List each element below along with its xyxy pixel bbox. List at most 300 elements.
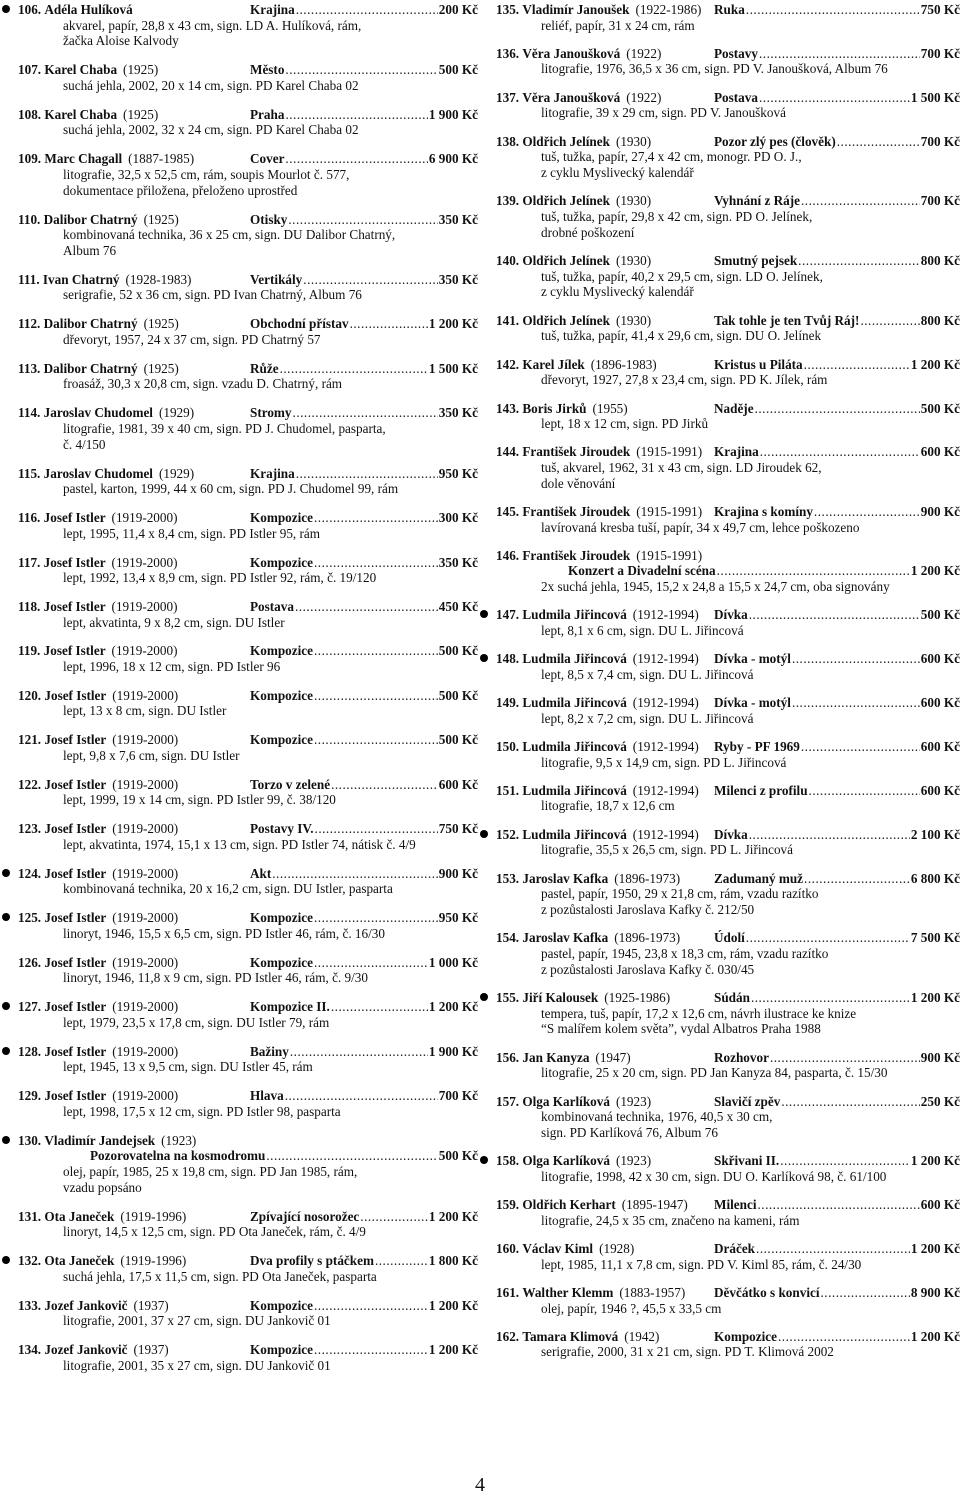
artwork-title: Postavy [714, 45, 758, 61]
artist-years: (1919-2000) [112, 910, 179, 926]
description-line: litografie, 1998, 42 x 30 cm, sign. DU O. Karlíková 98, č. 61/100 [541, 1168, 887, 1184]
lot-number: 121. [18, 732, 42, 748]
artist-name: Marc Chagall [44, 151, 123, 167]
artwork-title: Rozhovor [714, 1049, 769, 1065]
catalog-entry [478, 695, 960, 726]
artist-years: (1919-2000) [111, 510, 178, 526]
leader-dots [860, 313, 919, 329]
description-line: litografie, 1976, 36,5 x 36 cm, sign. PD V. Janoušková, Album 76 [541, 61, 888, 77]
entry-heading [18, 151, 478, 167]
artist-name: Jan Kanyza [522, 1049, 590, 1065]
lot-number: 116. [18, 510, 41, 526]
description-line: lept, 13 x 8 cm, sign. DU Istler [63, 703, 227, 719]
artist-years: (1919-2000) [112, 1088, 179, 1104]
artist-name: Karel Chaba [44, 106, 118, 122]
artist-block [18, 62, 250, 78]
price: 500 Kč [438, 1148, 478, 1164]
description-line: linoryt, 14,5 x 12,5 cm, sign. PD Ota Janeček, rám, č. 4/9 [63, 1224, 366, 1240]
catalog-entry [0, 1088, 478, 1119]
artist-years: (1919-2000) [112, 865, 179, 881]
lot-number: 115. [18, 465, 41, 481]
artist-years: (1925-1986) [604, 990, 671, 1006]
artist-name: Ludmila Jiřincová [522, 782, 627, 798]
lot-number: 157. [496, 1093, 520, 1109]
lot-number: 113. [18, 360, 41, 376]
artist-name: Olga Karlíková [522, 1093, 610, 1109]
entry-heading [18, 1133, 478, 1149]
artist-name: Boris Jirků [522, 400, 587, 416]
description-line: lept, 1992, 13,4 x 8,9 cm, sign. PD Istler 92, rám, č. 19/120 [63, 570, 377, 586]
artist-block [496, 1241, 714, 1257]
description-line: tuš, tužka, papír, 40,2 x 29,5 cm, sign. LD O. Jelínek, [541, 268, 823, 284]
artist-years: (1912-1994) [632, 782, 699, 798]
artist-block [18, 866, 250, 882]
price: 1 000 Kč [428, 954, 478, 970]
artist-name: Jaroslav Kafka [522, 930, 609, 946]
artist-years: (1919-2000) [112, 1043, 179, 1059]
artist-name: Ivan Chatrný [42, 271, 120, 287]
bullet-icon [480, 993, 488, 1001]
lot-number: 156. [496, 1049, 520, 1065]
artwork-title: Údolí [714, 930, 745, 946]
artist-years: (1896-1973) [614, 870, 681, 886]
description-line: litografie, 35,5 x 26,5 cm, sign. PD L. Jiřincová [541, 842, 793, 858]
artwork-title: Krajina [714, 444, 759, 460]
bullet-icon [2, 5, 10, 13]
artwork-title: Pozor zlý pes (člověk) [714, 133, 836, 149]
catalog-entry [478, 90, 960, 121]
artist-name: Dalibor Chatrný [43, 360, 138, 376]
lot-number: 145. [496, 504, 520, 520]
artist-block [18, 212, 250, 228]
artist-name: Josef Istler [43, 599, 106, 614]
entry-heading [496, 1285, 960, 1301]
description-line: lept, 8,2 x 7,2 cm, sign. DU L. Jiřincová [541, 710, 754, 726]
artist-years: (1915-1991) [636, 444, 703, 460]
artist-years: (1919-2000) [112, 776, 179, 792]
artwork-title: Cover [250, 151, 285, 167]
catalog-entry [478, 783, 960, 814]
catalog-entry [478, 134, 960, 181]
description-line: dřevoryt, 1957, 24 x 37 cm, sign. PD Chatrný 57 [63, 331, 321, 347]
artwork-title: Slavičí zpěv [714, 1093, 781, 1109]
leader-dots [314, 555, 438, 571]
entry-heading [496, 357, 960, 373]
artist-years: (1896-1983) [590, 356, 657, 372]
leader-dots [285, 62, 437, 78]
leader-dots [295, 599, 438, 615]
artist-years: (1930) [615, 312, 652, 328]
bullet-icon [2, 1136, 10, 1144]
artist-name: Ludmila Jiřincová [522, 695, 627, 711]
artwork-title: Kompozice [250, 510, 313, 526]
artist-years: (1883-1957) [619, 1285, 686, 1301]
bullet-icon [480, 830, 488, 838]
description-line: vzadu popsáno [63, 1179, 142, 1195]
artist-block [496, 253, 714, 269]
entry-heading [18, 643, 478, 659]
artist-block [18, 555, 250, 571]
description-line: lavírovaná kresba tuší, papír, 34 x 49,7 cm, lehce poškozeno [541, 519, 860, 535]
leader-dots [801, 193, 920, 209]
catalog-entry [0, 316, 478, 347]
artist-block [496, 1050, 714, 1066]
artist-block [496, 930, 714, 946]
lot-number: 152. [496, 826, 520, 842]
artist-name: Ludmila Jiřincová [522, 607, 627, 623]
artist-block [18, 643, 250, 659]
price: 600 Kč [920, 695, 960, 711]
description-line: suchá jehla, 2002, 32 x 24 cm, sign. PD Karel Chaba 02 [63, 122, 359, 138]
artwork-title: Obchodní přístav [250, 316, 349, 332]
artwork-title: Kompozice [250, 910, 313, 926]
artist-years: (1928) [599, 1241, 635, 1257]
artist-block [496, 1153, 714, 1169]
artist-block [18, 955, 250, 971]
entry-heading [18, 272, 478, 288]
artist-block [18, 999, 250, 1015]
entry-heading [18, 510, 478, 526]
lot-number: 135. [496, 2, 520, 17]
artist-years: (1919-2000) [111, 599, 178, 614]
artist-years: (1915-1991) [636, 547, 703, 563]
artist-name: Adéla Hulíková [44, 2, 133, 17]
leader-dots [296, 466, 438, 482]
entry-title-line [496, 563, 960, 579]
artist-years: (1912-1994) [632, 695, 699, 711]
description-line: litografie, 24,5 x 35 cm, značeno na kameni, rám [541, 1212, 800, 1228]
bullet-icon [2, 1002, 10, 1010]
artist-block [496, 401, 714, 417]
description-line: litografie, 39 x 29 cm, sign. PD V. Janoušková [541, 105, 786, 121]
lot-number: 160. [496, 1241, 520, 1257]
artist-name: Jozef Jankovič [44, 1342, 128, 1358]
lot-number: 127. [18, 999, 42, 1015]
bullet-icon [480, 610, 488, 618]
entry-heading [496, 401, 960, 417]
artwork-title: Konzert a Divadelní scéna [568, 563, 716, 579]
price: 300 Kč [438, 510, 478, 526]
leader-dots [296, 2, 438, 18]
artist-block [496, 357, 714, 373]
price: 1 500 Kč [428, 360, 478, 376]
catalog-entry [0, 1209, 478, 1240]
lot-number: 134. [18, 1342, 42, 1358]
artist-name: František Jiroudek [522, 504, 631, 520]
artist-block [18, 599, 250, 615]
catalog-entry [0, 955, 478, 986]
artist-block [18, 777, 250, 793]
artwork-title: Dívka - motýl [714, 695, 791, 711]
entry-heading [18, 955, 478, 971]
price: 500 Kč [438, 643, 478, 659]
price: 500 Kč [920, 400, 960, 416]
description-line: tuš, akvarel, 1962, 31 x 43 cm, sign. LD Jiroudek 62, [541, 459, 822, 475]
leader-dots [266, 1148, 437, 1164]
artist-block [496, 990, 714, 1006]
description-line: pastel, karton, 1999, 44 x 60 cm, sign. PD J. Chudomel 99, rám [63, 481, 399, 497]
description-line: linoryt, 1946, 15,5 x 6,5 cm, sign. PD Istler 46, rám, č. 16/30 [63, 925, 385, 941]
artist-block [496, 90, 714, 106]
artist-block [496, 548, 714, 564]
price: 1 200 Kč [428, 999, 478, 1015]
price: 700 Kč [438, 1088, 478, 1104]
artist-years: (1930) [615, 133, 652, 149]
entry-heading [496, 871, 960, 887]
catalog-entry [0, 1253, 478, 1284]
price: 1 200 Kč [428, 1342, 478, 1358]
description-line: pastel, papír, 1950, 29 x 21,8 cm, rám, vzadu razítko [541, 886, 819, 902]
entry-heading [18, 1298, 478, 1314]
catalog-entry [478, 827, 960, 858]
lot-number: 117. [18, 554, 41, 570]
lot-number: 158. [496, 1153, 520, 1169]
catalog-entry [478, 1241, 960, 1272]
artist-years: (1925) [123, 62, 159, 78]
artist-name: Josef Istler [43, 510, 106, 526]
description-line: dřevoryt, 1927, 27,8 x 23,4 cm, sign. PD K. Jílek, rám [541, 372, 828, 388]
artwork-title: Kompozice [250, 554, 313, 570]
artist-block [18, 405, 250, 421]
description-line: serigrafie, 52 x 36 cm, sign. PD Ivan Chatrný, Album 76 [63, 287, 362, 303]
artist-name: Věra Janoušková [522, 45, 621, 61]
catalog-entry [478, 990, 960, 1037]
description-line: litografie, 25 x 20 cm, sign. PD Jan Kanyza 84, pasparta, č. 15/30 [541, 1065, 888, 1081]
lot-number: 118. [18, 599, 41, 614]
artwork-title: Vyhnání z Ráje [714, 193, 800, 209]
description-line: č. 4/150 [63, 436, 106, 452]
leader-dots [749, 607, 920, 623]
lot-number: 138. [496, 133, 520, 149]
artist-years: (1930) [615, 253, 652, 269]
price: 250 Kč [920, 1093, 960, 1109]
bullet-icon [2, 1256, 10, 1264]
entry-heading [496, 313, 960, 329]
price: 900 Kč [438, 865, 478, 881]
entry-heading [18, 361, 478, 377]
artwork-title: Krajina s komíny [714, 504, 813, 520]
catalog-entry [0, 62, 478, 93]
price: 700 Kč [920, 133, 960, 149]
lot-number: 106. [18, 2, 42, 17]
artist-block [18, 361, 250, 377]
catalog-entry [0, 777, 478, 808]
artwork-title: Ruka [714, 2, 745, 17]
entry-heading [496, 90, 960, 106]
lot-number: 149. [496, 695, 520, 711]
description-line: lept, 1985, 11,1 x 7,8 cm, sign. PD V. Kiml 85, rám, č. 24/30 [541, 1256, 862, 1272]
artist-name: Vladimír Janoušek [522, 2, 630, 17]
artist-block [18, 151, 250, 167]
leader-dots [314, 1298, 428, 1314]
artist-block [18, 1044, 250, 1060]
artist-name: Oldřich Jelínek [522, 133, 610, 149]
price: 900 Kč [920, 504, 960, 520]
description-line: reliéf, papír, 31 x 24 cm, rám [541, 17, 695, 33]
entry-heading [18, 821, 478, 837]
description-line: litografie, 18,7 x 12,6 cm [541, 798, 675, 814]
lot-number: 112. [18, 316, 41, 332]
leader-dots [751, 990, 910, 1006]
catalog-entry [0, 910, 478, 941]
right-column [478, 2, 960, 1373]
entry-heading [496, 444, 960, 460]
entry-heading [18, 405, 478, 421]
leader-dots [360, 1209, 428, 1225]
lot-number: 111. [18, 271, 40, 287]
artist-name: Ludmila Jiřincová [522, 739, 627, 755]
price: 1 200 Kč [910, 990, 960, 1006]
artist-block [18, 910, 250, 926]
price: 1 200 Kč [910, 563, 960, 579]
artist-block [18, 1209, 250, 1225]
artwork-title: Milenci [714, 1197, 757, 1213]
entry-heading [496, 1329, 960, 1345]
artist-block [496, 1329, 714, 1345]
description-line: dole věnování [541, 475, 616, 491]
description-line: lept, 8,5 x 7,4 cm, sign. DU L. Jiřincová [541, 666, 754, 682]
catalog-entry [478, 548, 960, 595]
price: 1 200 Kč [910, 1241, 960, 1257]
price: 600 Kč [920, 1197, 960, 1213]
artwork-title: Kompozice [250, 954, 313, 970]
artist-name: Oldřich Jelínek [522, 253, 610, 269]
artist-block [496, 444, 714, 460]
catalog-entry [478, 357, 960, 388]
artist-block [18, 732, 250, 748]
entry-heading [18, 999, 478, 1015]
artwork-title: Milenci z profilu [714, 782, 808, 798]
entry-heading [496, 253, 960, 269]
leader-dots [759, 46, 920, 62]
artist-years: (1922) [626, 45, 662, 61]
artwork-title: Kompozice [250, 732, 313, 748]
price: 500 Kč [920, 607, 960, 623]
description-line: z cyklu Myslivecký kalendář [541, 284, 694, 300]
artist-block [496, 2, 714, 18]
lot-number: 132. [18, 1253, 42, 1269]
lot-number: 147. [496, 607, 520, 623]
leader-dots [770, 1050, 920, 1066]
artist-years: (1912-1994) [632, 826, 699, 842]
leader-dots [290, 1044, 428, 1060]
leader-dots [814, 504, 920, 520]
artist-name: Jaroslav Chudomel [43, 405, 153, 421]
price: 1 500 Kč [910, 89, 960, 105]
artist-block [18, 688, 250, 704]
lot-number: 110. [18, 211, 41, 227]
artist-block [18, 466, 250, 482]
artist-years: (1919-1996) [120, 1253, 187, 1269]
artist-years: (1922-1986) [635, 2, 702, 17]
catalog-entry [0, 732, 478, 763]
leader-dots [314, 732, 438, 748]
artist-years: (1919-2000) [112, 954, 179, 970]
catalog-entry [0, 688, 478, 719]
description-line: z pozůstalosti Jaroslava Kafky č. 030/45 [541, 961, 755, 977]
description-line: z cyklu Myslivecký kalendář [541, 164, 694, 180]
price: 8 900 Kč [910, 1285, 960, 1301]
price: 800 Kč [920, 312, 960, 328]
entry-heading [18, 1342, 478, 1358]
catalog-entry [478, 2, 960, 33]
lot-number: 131. [18, 1208, 42, 1224]
entry-heading [496, 1241, 960, 1257]
leader-dots [792, 695, 920, 711]
artist-years: (1925) [143, 211, 179, 227]
description-line: lept, akvatinta, 1974, 15,1 x 13 cm, sign. PD Istler 74, nátisk č. 4/9 [63, 836, 416, 852]
artwork-title: Súdán [714, 990, 750, 1006]
artist-name: Josef Istler [44, 687, 107, 703]
artist-block [18, 107, 250, 123]
price: 600 Kč [920, 782, 960, 798]
entry-heading [18, 866, 478, 882]
price: 6 800 Kč [910, 870, 960, 886]
leader-dots [331, 999, 428, 1015]
artist-name: Ludmila Jiřincová [522, 651, 627, 667]
leader-dots [288, 212, 437, 228]
artwork-title: Stromy [250, 405, 292, 421]
leader-dots [780, 1153, 910, 1169]
lot-number: 140. [496, 253, 520, 269]
catalog-entry [0, 643, 478, 674]
artist-name: Oldřich Jelínek [522, 193, 610, 209]
artwork-title: Hlava [250, 1088, 284, 1104]
artwork-title: Kristus u Piláta [714, 356, 803, 372]
artwork-title: Kompozice [250, 643, 313, 659]
artwork-title: Kompozice [714, 1328, 777, 1344]
description-line: lept, 1995, 11,4 x 8,4 cm, sign. PD Istler 95, rám [63, 525, 321, 541]
catalog-entry [0, 151, 478, 198]
lot-number: 141. [496, 312, 520, 328]
price: 700 Kč [920, 193, 960, 209]
entry-heading [496, 1094, 960, 1110]
leader-dots [755, 401, 920, 417]
artist-years: (1955) [592, 400, 628, 416]
description-line: tuš, tužka, papír, 29,8 x 42 cm, sign. PD O. Jelínek, [541, 208, 813, 224]
leader-dots [315, 821, 438, 837]
artist-years: (1919-1996) [120, 1208, 187, 1224]
leader-dots [746, 2, 920, 18]
description-line: kombinovaná technika, 20 x 16,2 cm, sign. DU Istler, pasparta [63, 881, 393, 897]
lot-number: 136. [496, 45, 520, 61]
price: 600 Kč [920, 651, 960, 667]
catalog-entry [0, 999, 478, 1030]
artist-block [496, 46, 714, 62]
artist-block [18, 510, 250, 526]
entry-heading [18, 1044, 478, 1060]
description-line: lept, 1999, 19 x 14 cm, sign. PD Istler 99, č. 38/120 [63, 792, 336, 808]
leader-dots [809, 783, 920, 799]
artist-years: (1947) [595, 1049, 631, 1065]
artist-years: (1919-2000) [111, 554, 178, 570]
artist-name: František Jiroudek [522, 444, 631, 460]
entry-heading [18, 1253, 478, 1269]
artist-block [18, 1253, 250, 1269]
artwork-title: Bažiny [250, 1043, 289, 1059]
leader-dots [717, 563, 910, 579]
lot-number: 159. [496, 1197, 520, 1213]
description-line: suchá jehla, 17,5 x 11,5 cm, sign. PD Ota Janeček, pasparta [63, 1268, 377, 1284]
price: 500 Kč [438, 62, 478, 78]
artist-name: Josef Istler [44, 999, 107, 1015]
artist-name: Oldřich Kerhart [522, 1197, 616, 1213]
artist-years: (1919-2000) [112, 821, 179, 837]
artwork-title: Děvčátko s konvicí [714, 1285, 820, 1301]
lot-number: 125. [18, 910, 42, 926]
bullet-icon [2, 869, 10, 877]
leader-dots [314, 955, 428, 971]
